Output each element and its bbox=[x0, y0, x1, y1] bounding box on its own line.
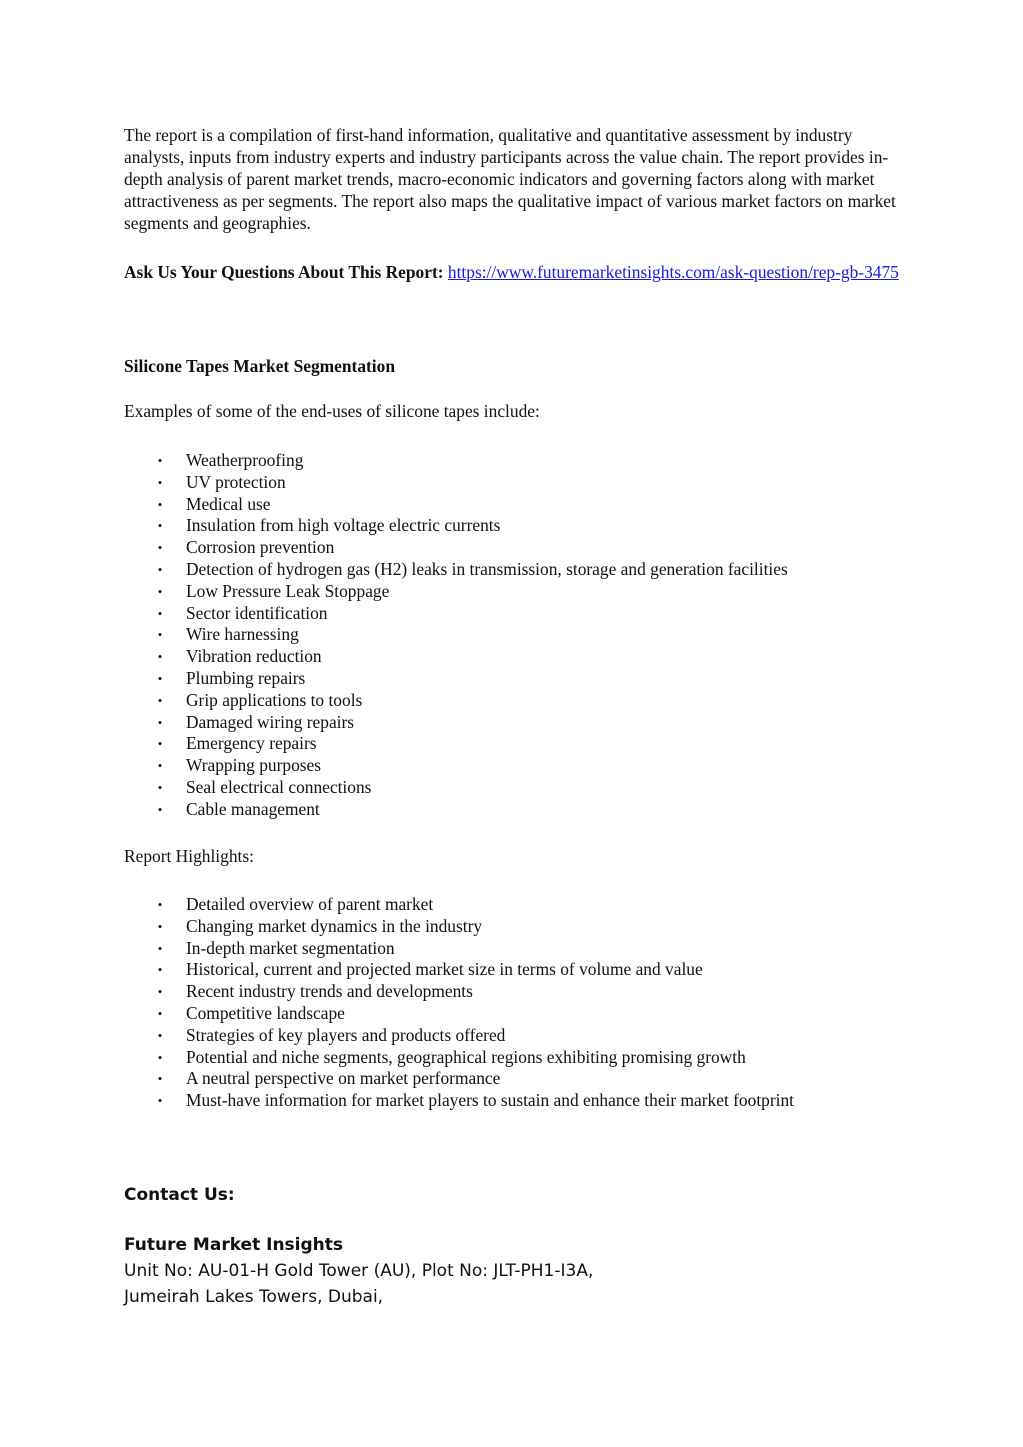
list-item-text: A neutral perspective on market performance bbox=[186, 1068, 501, 1089]
bullet-icon: • bbox=[157, 1005, 163, 1021]
bullet-icon: • bbox=[157, 758, 163, 774]
bullet-icon: • bbox=[157, 897, 163, 912]
list-item bbox=[124, 981, 904, 1003]
list-item bbox=[124, 1025, 904, 1047]
list-item bbox=[124, 624, 904, 646]
segmentation-intro: Examples of some of the end-uses of silicone tapes include: bbox=[124, 401, 540, 421]
ask-question-link[interactable]: https://www.futuremarketinsights.com/ask-question/rep-gb-3475 bbox=[447, 262, 899, 282]
list-item-text: Strategies of key players and products offered bbox=[186, 1024, 506, 1045]
bullet-icon: • bbox=[157, 1049, 163, 1065]
list-item-text: Corrosion prevention bbox=[186, 537, 335, 558]
list-item bbox=[124, 1068, 904, 1090]
list-item-text: Recent industry trends and developments bbox=[186, 981, 473, 1002]
list-item-text: Sector identification bbox=[186, 602, 328, 623]
list-item-text: Must-have information for market players to sustain and enhance their market footprint bbox=[186, 1090, 795, 1111]
highlights-label: Report Highlights: bbox=[124, 846, 254, 866]
bullet-icon: • bbox=[157, 474, 163, 490]
bullet-icon: • bbox=[157, 1093, 163, 1109]
list-item bbox=[124, 668, 904, 690]
list-item bbox=[124, 690, 904, 712]
list-item bbox=[124, 938, 904, 960]
list-item bbox=[124, 646, 904, 668]
list-item bbox=[124, 581, 904, 603]
list-item bbox=[124, 712, 904, 734]
list-item bbox=[124, 515, 904, 537]
list-item-text: Seal electrical connections bbox=[186, 776, 372, 797]
contact-title: Contact Us: bbox=[124, 1185, 235, 1205]
list-item-text: Weatherproofing bbox=[186, 450, 304, 470]
bullet-icon: • bbox=[157, 1027, 163, 1043]
address-line-2: Jumeirah Lakes Towers, Dubai, bbox=[124, 1287, 384, 1307]
list-item bbox=[124, 603, 904, 625]
bullet-icon: • bbox=[157, 984, 163, 1000]
end-uses-list bbox=[124, 450, 904, 821]
bullet-icon: • bbox=[157, 962, 163, 978]
list-item bbox=[124, 777, 904, 799]
company-name: Future Market Insights bbox=[124, 1235, 344, 1255]
bullet-icon: • bbox=[157, 649, 163, 665]
list-item-text: Detailed overview of parent market bbox=[186, 894, 434, 914]
bullet-icon: • bbox=[157, 918, 163, 934]
document-page bbox=[124, 124, 904, 1111]
segmentation-title: Silicone Tapes Market Segmentation bbox=[124, 356, 396, 376]
list-item-text: Medical use bbox=[186, 493, 271, 514]
list-item-text: Potential and niche segments, geographical regions exhibiting promising growth bbox=[186, 1046, 746, 1067]
list-item bbox=[124, 1090, 904, 1112]
bullet-icon: • bbox=[157, 940, 163, 956]
list-item-text: UV protection bbox=[186, 471, 286, 492]
list-item bbox=[124, 916, 904, 938]
bullet-icon: • bbox=[157, 779, 163, 795]
bullet-icon: • bbox=[157, 540, 163, 556]
bullet-icon: • bbox=[157, 692, 163, 708]
bullet-icon: • bbox=[157, 453, 163, 468]
bullet-icon: • bbox=[157, 561, 163, 577]
list-item-text: Wire harnessing bbox=[186, 624, 299, 645]
list-item bbox=[124, 799, 904, 821]
list-item-text: In-depth market segmentation bbox=[186, 937, 395, 958]
bullet-icon: • bbox=[157, 496, 163, 512]
bullet-icon: • bbox=[157, 583, 163, 599]
intro-paragraph: The report is a compilation of first-hand information, qualitative and quantitative assessment by industry analysts, inputs from industry experts and industry participants across the value chain. The report provides in-depth analysis of parent market trends, macro-economic indicators and governing factors along with market attractiveness as per segments. The report also maps the qualitative impact of various market factors on market segments and geographies. bbox=[124, 125, 896, 233]
list-item-text: Wrapping purposes bbox=[186, 755, 322, 776]
highlights-list bbox=[124, 894, 904, 1112]
list-item-text: Competitive landscape bbox=[186, 1002, 345, 1023]
bullet-icon: • bbox=[157, 736, 163, 752]
list-item bbox=[124, 1003, 904, 1025]
list-item-text: Damaged wiring repairs bbox=[186, 711, 355, 732]
list-item bbox=[124, 755, 904, 777]
list-item-text: Vibration reduction bbox=[186, 646, 322, 667]
list-item-text: Cable management bbox=[186, 798, 320, 819]
bullet-icon: • bbox=[157, 1071, 163, 1087]
bullet-icon: • bbox=[157, 627, 163, 643]
list-item bbox=[124, 537, 904, 559]
list-item bbox=[124, 450, 904, 472]
list-item bbox=[124, 1047, 904, 1069]
list-item bbox=[124, 494, 904, 516]
list-item bbox=[124, 472, 904, 494]
list-item-text: Grip applications to tools bbox=[186, 689, 363, 710]
bullet-icon: • bbox=[157, 605, 163, 621]
list-item-text: Plumbing repairs bbox=[186, 667, 306, 688]
bullet-icon: • bbox=[157, 801, 163, 817]
list-item bbox=[124, 733, 904, 755]
address-line-1: Unit No: AU-01-H Gold Tower (AU), Plot No: JLT-PH1-I3A, bbox=[124, 1261, 594, 1281]
list-item bbox=[124, 894, 904, 916]
list-item-text: Emergency repairs bbox=[186, 733, 317, 754]
bullet-icon: • bbox=[157, 670, 163, 686]
list-item-text: Detection of hydrogen gas (H2) leaks in transmission, storage and generation facilities bbox=[186, 558, 788, 579]
bullet-icon: • bbox=[157, 714, 163, 730]
list-item-text: Historical, current and projected market size in terms of volume and value bbox=[186, 959, 703, 980]
list-item bbox=[124, 559, 904, 581]
bullet-icon: • bbox=[157, 518, 163, 534]
list-item-text: Insulation from high voltage electric currents bbox=[186, 515, 501, 536]
list-item bbox=[124, 959, 904, 981]
ask-question-line bbox=[124, 261, 904, 283]
ask-question-label: Ask Us Your Questions About This Report: bbox=[124, 262, 444, 282]
list-item-text: Low Pressure Leak Stoppage bbox=[186, 580, 390, 601]
list-item-text: Changing market dynamics in the industry bbox=[186, 915, 483, 936]
